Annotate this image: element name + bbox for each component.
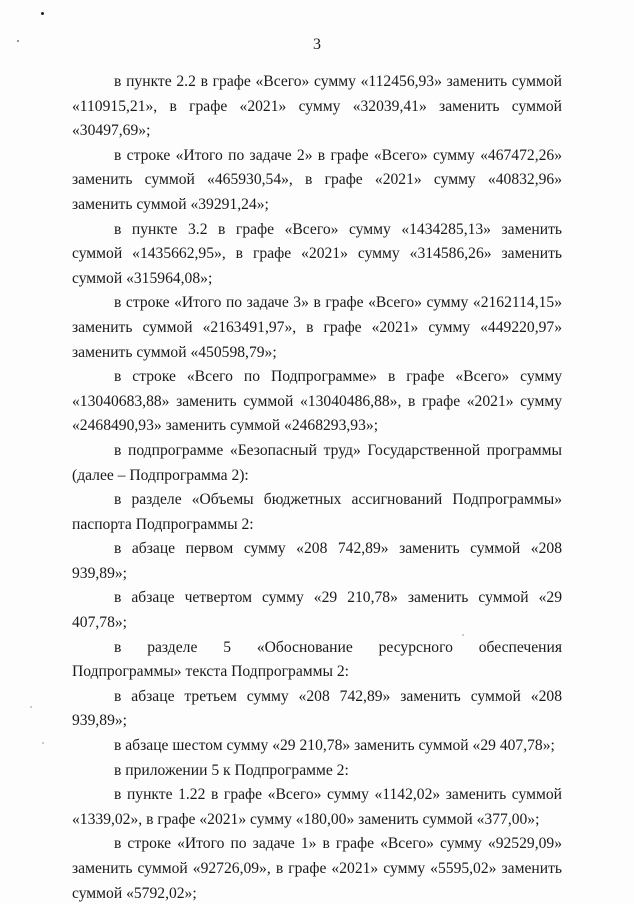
paragraph-sixth-abzac: в абзаце шестом сумму «29 210,78» заменить суммой «29 407,78»; [114, 737, 555, 755]
page-number: 3 [313, 36, 321, 53]
scan-speck [42, 742, 44, 744]
scan-speck [41, 12, 44, 15]
paragraph-total-task-3: в строке «Итого по задаче 3» в графе «Всего» сумму «2162114,15» заменить суммой «2163491,97», в графе «2021» сумму «449220,97» заменить суммой «450598,79»; [72, 294, 562, 361]
paragraph-third-abzac: в абзаце третьем сумму «208 742,89» заменить суммой «208 939,89»; [72, 687, 562, 730]
paragraph-subprogram-2-intro: в подпрограмме «Безопасный труд» Государственной программы (далее – Подпрограмма 2): [72, 441, 562, 484]
paragraph-item-3-2: в пункте 3.2 в графе «Всего» сумму «1434285,13» заменить суммой «1435662,95», в графе «2021» сумму «314586,26» заменить суммой «315964,08»; [72, 220, 562, 287]
paragraph-fourth-abzac: в абзаце четвертом сумму «29 210,78» заменить суммой «29 407,78»; [72, 589, 562, 632]
paragraph-item-1-22: в пункте 1.22 в графе «Всего» сумму «1142,02» заменить суммой «1339,02», в графе «2021» сумму «180,00» заменить суммой «377,00»; [72, 786, 562, 828]
paragraph-appendix-5: в приложении 5 к Подпрограмме 2: [114, 761, 349, 779]
paragraph-total-task-2: в строке «Итого по задаче 2» в графе «Всего» сумму «467472,26» заменить суммой «465930,54», в графе «2021» сумму «40832,96» заменить суммой «39291,24»; [72, 146, 562, 213]
paragraph-total-subprogram: в строке «Всего по Подпрограмме» в графе «Всего» сумму «13040683,88» заменить суммой «13040486,88», в графе «2021» сумму «2468490,93» заменить суммой «2468293,93»; [72, 368, 562, 435]
paragraph-item-2-2: в пункте 2.2 в графе «Всего» сумму «112456,93» заменить суммой «110915,21», в графе «2021» сумму «32039,41» заменить суммой «30497,69»; [72, 73, 562, 140]
paragraph-passport-section: в разделе «Объемы бюджетных ассигнований Подпрограммы» паспорта Подпрограммы 2: [72, 491, 562, 533]
paragraph-first-abzac: в абзаце первом сумму «208 742,89» заменить суммой «208 939,89»; [72, 540, 562, 582]
scan-speck [30, 706, 32, 708]
paragraph-section-5: в разделе 5 «Обоснование ресурсного обеспечения Подпрограммы» текста Подпрограммы 2: [72, 638, 562, 681]
paragraph-total-task-1: в строке «Итого по задаче 1» в графе «Всего» сумму «92529,09» заменить суммой «92726,09», в графе «2021» сумму «5595,02» заменить суммой «5792,02»; [72, 835, 562, 902]
document-body [72, 70, 562, 906]
